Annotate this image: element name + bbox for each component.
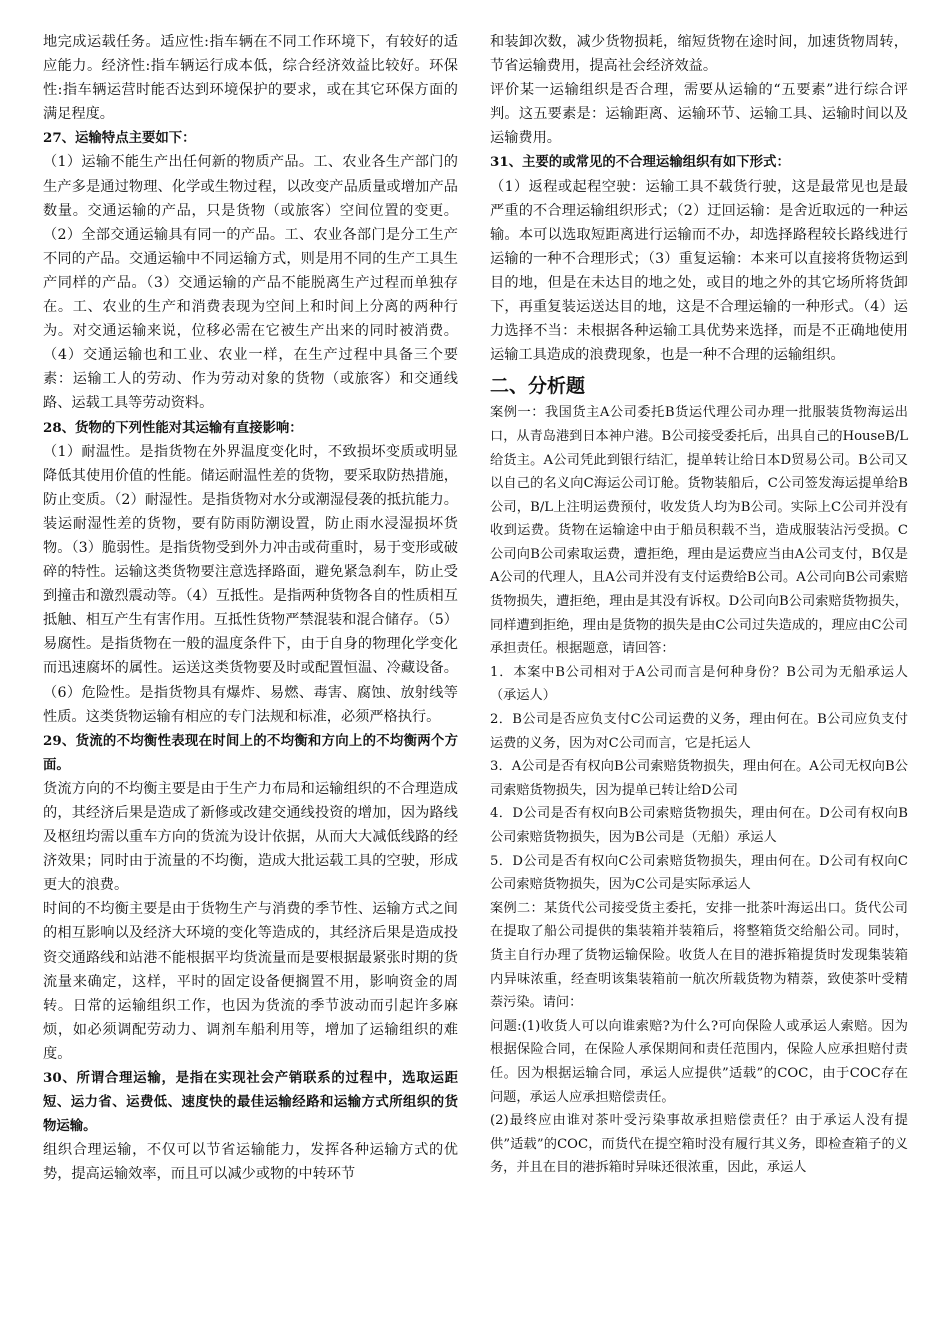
case-answer: 1．本案中B公司相对于A公司而言是何种身份？B公司为无船承运人（承运人） <box>490 664 908 704</box>
case-answer: (2)最终应由谁对茶叶受污染事故承担赔偿责任？由于承运人没有提供”适载”的COC，而货代在提空箱时没有履行其义务，即检查箱子的义务，并且在目的港拆箱时异味还很浓重，因此，承运人 <box>490 1113 908 1176</box>
paragraph: 时间的不均衡主要是由于货物生产与消费的季节性、运输方式之间的相互影响以及经济大环境的变化等造成的，其经济后果是造成投资交通路线和站港不能根据平均货流量而是要根据最紧张时期的货流量来确定，这样，平时的固定设备便搁置不用，影响资金的周转。日常的运输组织工作，也因为货流的季节波动而引起许多麻烦，如必须调配劳动力、调剂车船利用等，增加了运输组织的难度。 <box>43 901 458 1062</box>
left-column <box>43 30 458 1187</box>
section-heading: 二、分析题 <box>490 375 586 398</box>
case-answer: 4．D公司是否有权向B公司索赔货物损失，理由何在。D公司有权向B公司索赔货物损失，因为B公司是（无船）承运人 <box>490 806 908 845</box>
question-heading: 27、运输特点主要如下： <box>43 130 196 147</box>
paragraph: 评价某一运输组织是否合理，需要从运输的“五要素”进行综合评判。这五要素是：运输距离、运输环节、运输工具、运输时间以及运输费用。 <box>490 82 908 147</box>
right-column <box>490 30 908 1180</box>
question-heading: 30、所谓合理运输，是指在实现社会产销联系的过程中，选取运距短、运力省、运费低、速度快的最佳运输经路和运输方式所组织的货物运输。 <box>43 1070 458 1135</box>
case-answer: 问题:(1)收货人可以向谁索赔?为什么?可向保险人或承运人索赔。因为根据保险合同，在保险人承保期间和责任范围内，保险人应承担赔付责任。因为根据运输合同，承运人应提供”适载”的COC，由于COC存在问题，承运人应承担赔偿责任。 <box>490 1018 908 1105</box>
question-heading: 28、货物的下列性能对其运输有直接影响： <box>43 419 303 436</box>
case-paragraph: 案例二：某货代公司接受货主委托，安排一批茶叶海运出口。货代公司在提取了船公司提供的集装箱并装箱后，将整箱货交给船公司。同时，货主自行办理了货物运输保险。收货人在目的港拆箱提货时发现集装箱内异味浓重，经查明该集装箱前一航次所载货物为精萘，致使茶叶受精萘污染。请问： <box>490 900 908 1011</box>
paragraph: （1）运输不能生产出任何新的物质产品。工、农业各生产部门的生产多是通过物理、化学或生物过程，以改变产品质量或增加产品数量。交通运输的产品，只是货物（或旅客）空间位置的变更。（2）全部交通运输具有同一的产品。工、农业各部门是分工生产不同的产品。交通运输中不同运输方式，则是用不同的生产工具生产同样的产品。（3）交通运输的产品不能脱离生产过程而单独存在。工、农业的生产和消费表现为空间上和时间上分离的两种行为。对交通运输来说，位移必需在它被生产出来的同时被消费。（4）交通运输也和工业、农业一样，在生产过程中具备三个要素：运输工人的劳动、作为劳动对象的货物（或旅客）和交通线路、运载工具等劳动资料。 <box>43 154 458 412</box>
paragraph: 和装卸次数，减少货物损耗，缩短货物在途时间，加速货物周转，节省运输费用，提高社会经济效益。 <box>490 34 908 75</box>
paragraph: 货流方向的不均衡主要是由于生产力布局和运输组织的不合理造成的，其经济后果是造成了新修或改建交通线投资的增加，因为路线及枢纽均需以重车方向的货流为设计依据，从而大大减低线路的经济效果；同时由于流量的不均衡，造成大批运载工具的空驶，形成更大的浪费。 <box>43 780 458 894</box>
case-answer: 3．A公司是否有权向B公司索赔货物损失，理由何在。A公司无权向B公司索赔货物损失，因为提单已转让给D公司 <box>490 759 908 798</box>
case-answer: 2．B公司是否应负支付C公司运费的义务，理由何在。B公司应负支付运费的义务，因为对C公司而言，它是托运人 <box>490 712 908 751</box>
case-answer: 5．D公司是否有权向C公司索赔货物损失，理由何在。D公司有权向C公司索赔货物损失，因为C公司是实际承运人 <box>490 853 908 893</box>
question-heading: 31、主要的或常见的不合理运输组织有如下形式： <box>490 154 790 171</box>
question-heading: 29、货流的不均衡性表现在时间上的不均衡和方向上的不均衡两个方面。 <box>43 732 458 773</box>
paragraph: （1）耐温性。是指货物在外界温度变化时，不致损坏变质或明显降低其使用价值的性能。储运耐温性差的货物，要采取防热措施，防止变质。（2）耐湿性。是指货物对水分或潮湿侵袭的抵抗能力。装运耐湿性差的货物，要有防雨防潮设置，防止雨水浸湿损坏货物。（3）脆弱性。是指货物受到外力冲击或荷重时，易于变形或破碎的特性。运输这类货物要注意选择路面，避免紧急刹车，防止受到撞击和激烈震动等。（4）互抵性。是指两种货物各自的性质相互抵触、相互产生有害作用。互抵性货物严禁混装和混合储存。（5）易腐性。是指货物在一般的温度条件下，由于自身的物理化学变化而迅速腐坏的属性。运送这类货物要及时或配置恒温、冷藏设备。（6）危险性。是指货物具有爆炸、易燃、毒害、腐蚀、放射线等性质。这类货物运输有相应的专门法规和标准，必须严格执行。 <box>43 443 458 725</box>
paragraph: 组织合理运输，不仅可以节省运输能力，发挥各种运输方式的优势，提高运输效率，而且可以减少或物的中转环节 <box>43 1142 458 1183</box>
case-paragraph: 案例一：我国货主A公司委托B货运代理公司办理一批服装货物海运出口，从青岛港到日本神户港。B公司接受委托后，出具自己的HouseB/L给货主。A公司凭此到银行结汇，提单转让给日本D贸易公司。B公司又以自己的名义向C海运公司订舱。货物装船后，C公司签发海运提单给B公司，B/L上注明运费预付，收发货人均为B公司。实际上C公司并没有收到运费。货物在运输途中由于船员积载不当，造成服装沾污受损。C公司向B公司索取运费，遭拒绝，理由是运费应当由A公司支付，B仅是A公司的代理人，且A公司并没有支付运费给B公司。A公司向B公司索赔货物损失，遭拒绝，理由是其没有诉权。D公司向B公司索赔货物损失，同样遭到拒绝，理由是货物的损失是由C公司过失造成的，理应由C公司承担责任。根据题意，请回答： <box>490 405 908 657</box>
paragraph: 地完成运载任务。适应性:指车辆在不同工作环境下，有较好的适应能力。经济性:指车辆运行成本低，综合经济效益比较好。环保性:指车辆运营时能否达到环境保护的要求，或在其它环保方面的满足程度。 <box>43 34 458 123</box>
paragraph: （1）返程或起程空驶：运输工具不载货行驶，这是最常见也是最严重的不合理运输组织形式；（2）迂回运输：是舍近取远的一种运输。本可以选取短距离进行运输而不办，却选择路程较长路线进行运输的一种不合理形式；（3）重复运输：本来可以直接将货物运到目的地，但是在未达目的地之处，或目的地之外的其它场所将货卸下，再重复装运送达目的地，这是不合理运输的一种形式。（4）运力选择不当：未根据各种运输工具优势来选择，而是不正确地使用运输工具造成的浪费现象，也是一种不合理的运输组织。 <box>490 178 908 364</box>
